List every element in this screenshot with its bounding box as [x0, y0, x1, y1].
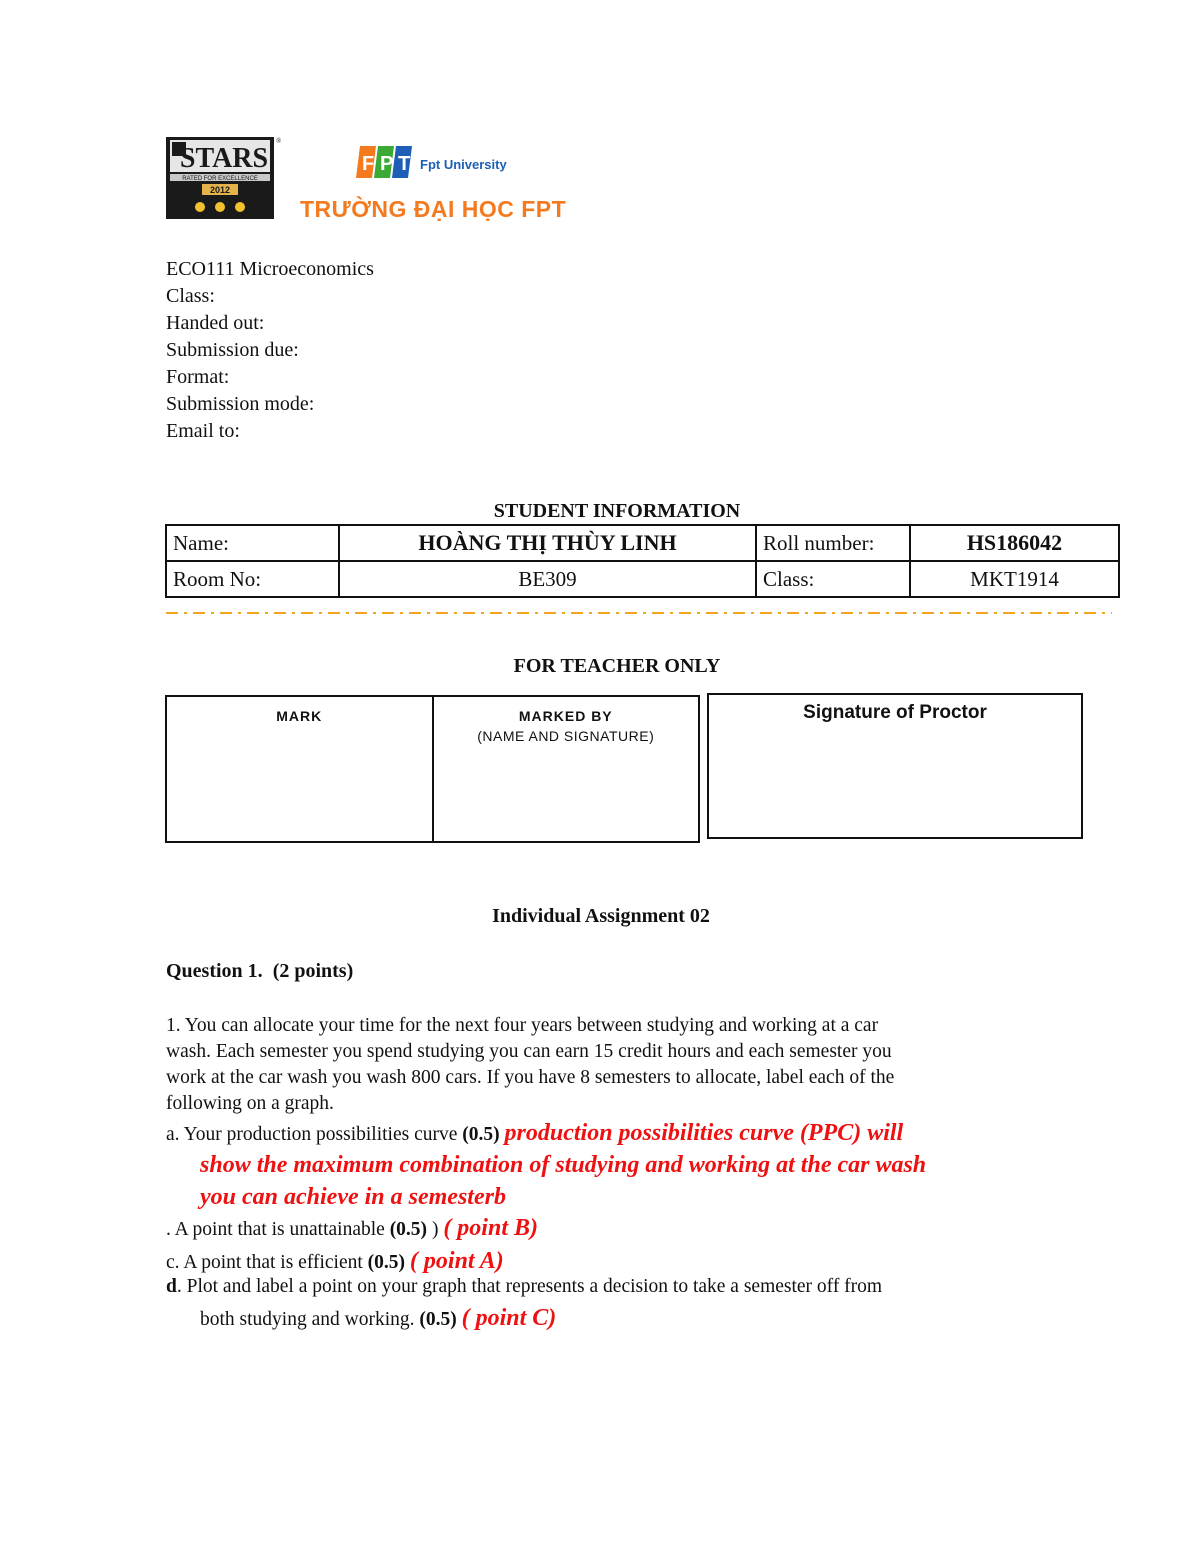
part-d-text: both studying and working. [200, 1309, 420, 1330]
fpt-logo-caption: Fpt University [420, 157, 507, 172]
part-a-answer: you can achieve in a semesterb [200, 1184, 506, 1210]
intro-line: 1. You can allocate your time for the next four years between studying and working at a car [166, 1015, 879, 1036]
part-c-points: (0.5) [367, 1252, 406, 1273]
marked-by-sublabel: (NAME AND SIGNATURE) [477, 728, 655, 744]
intro-line: wash. Each semester you spend studying you can earn 15 credit hours and each semester you [166, 1041, 892, 1062]
table-row [166, 525, 1119, 561]
part-b-paren: ) [427, 1219, 444, 1240]
roll-number-label: Roll number: [756, 525, 910, 561]
question-heading [166, 960, 353, 983]
teacher-only-title: FOR TEACHER ONLY [513, 655, 721, 677]
mark-box [165, 695, 700, 843]
part-a-text: a. Your production possibilities curve [166, 1124, 463, 1145]
part-c-text: c. A point that is efficient [166, 1252, 368, 1273]
submission-mode-label: Submission mode: [166, 393, 315, 415]
part-d-answer: ( point C) [461, 1305, 557, 1331]
part-a-answer: production possibilities curve (PPC) will [504, 1120, 904, 1146]
class-value: MKT1914 [910, 561, 1119, 597]
table-row [166, 561, 1119, 597]
stars-logo-year: 2012 [209, 185, 231, 195]
mark-label: MARK [276, 708, 323, 724]
student-info-table [165, 524, 1120, 598]
room-label: Room No: [166, 561, 339, 597]
part-d-line-2 [200, 1305, 556, 1332]
name-value: HOÀNG THỊ THÙY LINH [339, 525, 756, 561]
fpt-university-logo [356, 142, 507, 182]
intro-line: work at the car wash you wash 800 cars. If you have 8 semesters to allocate, label each of the [166, 1067, 895, 1088]
marked-by-label: MARKED BY [518, 708, 613, 724]
course-meta [166, 256, 374, 445]
email-to-label: Email to: [166, 420, 240, 442]
stars-rating-logo [166, 137, 282, 221]
marked-by-cell [434, 697, 699, 841]
part-a-answer: show the maximum combination of studying and working at the car wash [200, 1152, 927, 1178]
part-a-answer-line [200, 1184, 506, 1211]
part-b-line [166, 1215, 538, 1242]
svg-text:®: ® [276, 137, 282, 145]
assignment-title: Individual Assignment 02 [492, 905, 710, 927]
intro-line: following on a graph. [166, 1093, 334, 1114]
mark-cell [167, 697, 434, 841]
class-label-cell: Class: [756, 561, 910, 597]
university-name: TRƯỜNG ĐẠI HỌC FPT [300, 196, 567, 222]
name-label: Name: [166, 525, 339, 561]
part-d-label: d [166, 1276, 177, 1297]
submission-due-label: Submission due: [166, 339, 299, 361]
part-b-answer: ( point B) [443, 1215, 538, 1241]
class-label: Class: [166, 285, 215, 307]
svg-text:T: T [398, 153, 411, 175]
part-a-points: (0.5) [462, 1124, 500, 1145]
room-value: BE309 [339, 561, 756, 597]
part-b-points: (0.5) [389, 1219, 428, 1240]
part-d-text: . Plot and label a point on your graph that represents a decision to take a semester off from [176, 1276, 883, 1297]
stars-logo-subtext: RATED FOR EXCELLENCE [182, 176, 258, 182]
format-label: Format: [166, 366, 230, 388]
student-info-title: STUDENT INFORMATION [493, 500, 741, 522]
part-a-answer-line [200, 1152, 926, 1179]
roll-number-value: HS186042 [910, 525, 1119, 561]
question-points: (2 points) [272, 960, 354, 982]
part-c-line [166, 1248, 504, 1275]
stars-logo-text: STARS [179, 143, 269, 174]
svg-text:F: F [362, 153, 375, 175]
part-d-line [166, 1276, 882, 1298]
svg-text:P: P [380, 153, 394, 175]
proctor-signature-box [707, 693, 1083, 839]
question-intro [166, 1013, 1036, 1117]
dashed-divider [166, 611, 1112, 615]
course-title: ECO111 Microeconomics [166, 258, 374, 280]
question-title: Question 1. [166, 960, 263, 982]
part-c-answer: ( point A) [409, 1248, 504, 1274]
proctor-label: Signature of Proctor [803, 702, 987, 723]
handed-out-label: Handed out: [166, 312, 265, 334]
part-a-line [166, 1120, 903, 1147]
part-b-text: . A point that is unattainable [166, 1219, 390, 1240]
part-d-points: (0.5) [419, 1309, 457, 1330]
